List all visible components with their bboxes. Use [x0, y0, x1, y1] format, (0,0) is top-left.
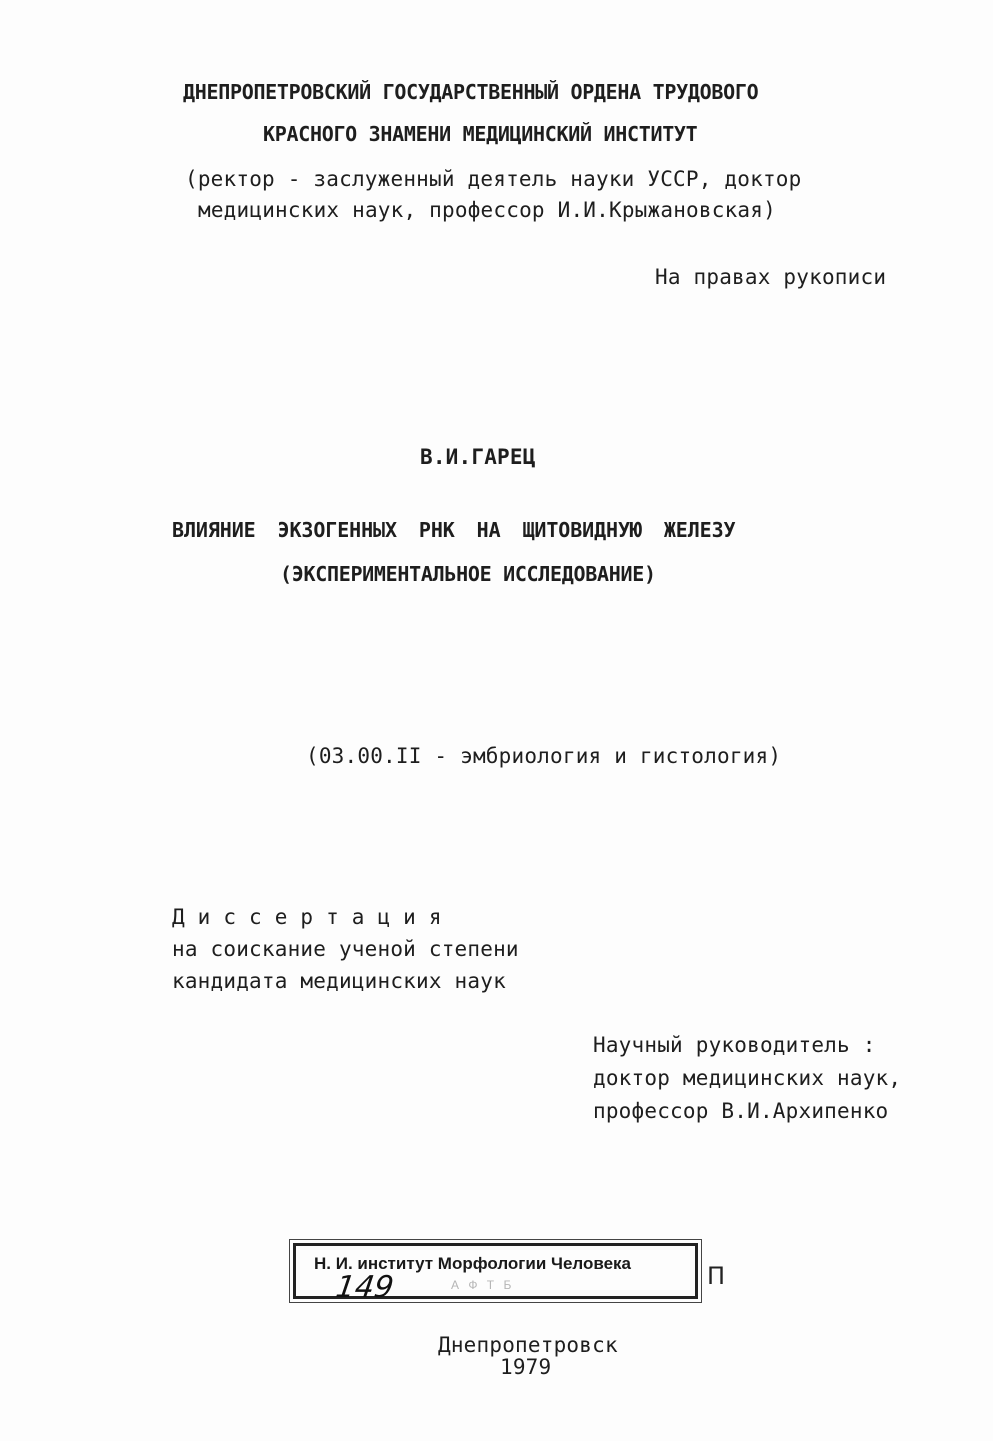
- dissertation-line-1: Д и с с е р т а ц и я: [172, 905, 442, 929]
- supervisor-line-2: доктор медицинских наук,: [593, 1066, 902, 1090]
- stamp-handwritten-number: 149: [333, 1270, 396, 1305]
- title-line-2: (ЭКСПЕРИМЕНТАЛЬНОЕ ИССЛЕДОВАНИЕ): [280, 562, 656, 586]
- header-line-3: (ректор - заслуженный деятель науки УССР, доктор: [185, 167, 802, 191]
- library-stamp: [293, 1243, 698, 1305]
- footer-year: 1979: [500, 1355, 552, 1379]
- header-line-1: ДНЕПРОПЕТРОВСКИЙ ГОСУДАРСТВЕННЫЙ ОРДЕНА ТРУДОВОГО: [183, 80, 759, 104]
- title-line-1: ВЛИЯНИЕ ЭКЗОГЕННЫХ РНК НА ЩИТОВИДНУЮ ЖЕЛЕЗУ: [172, 518, 736, 542]
- handwritten-margin-mark: П: [707, 1262, 726, 1290]
- header-line-4: медицинских наук, профессор И.И.Крыжановская): [198, 198, 776, 222]
- header-line-2: КРАСНОГО ЗНАМЕНИ МЕДИЦИНСКИЙ ИНСТИТУТ: [263, 122, 698, 146]
- specialty-code: (03.00.II - эмбриология и гистология): [306, 744, 782, 768]
- supervisor-line-1: Научный руководитель :: [593, 1033, 876, 1057]
- dissertation-line-2: на соискание ученой степени: [172, 937, 519, 961]
- dissertation-line-3: кандидата медицинских наук: [172, 969, 506, 993]
- supervisor-line-3: профессор В.И.Архипенко: [593, 1099, 889, 1123]
- stamp-faint-text: А Ф Т Б: [451, 1278, 515, 1292]
- footer-city: Днепропетровск: [438, 1333, 618, 1357]
- author-name: В.И.ГАРЕЦ: [420, 445, 536, 469]
- stamp-institute-text: Н. И. институт Морфологии Человека: [314, 1254, 632, 1273]
- manuscript-note: На правах рукописи: [655, 265, 887, 289]
